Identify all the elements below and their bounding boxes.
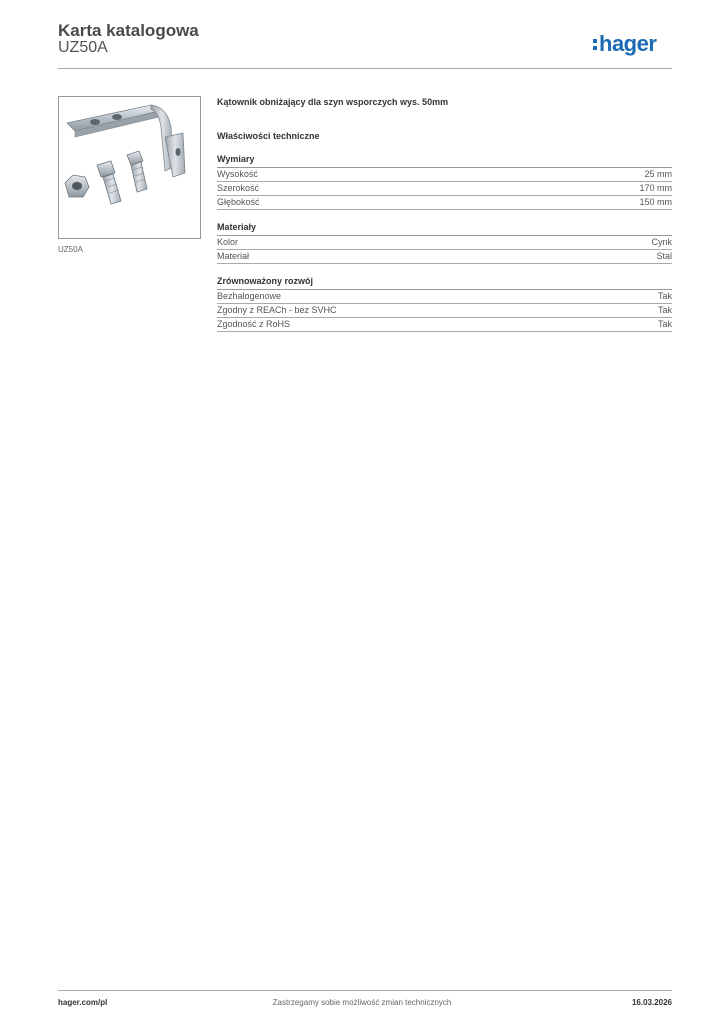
property-row (217, 290, 672, 304)
image-caption: UZ50A (58, 245, 83, 254)
property-label: Szerokość (217, 183, 260, 193)
bracket-with-screws-image (59, 97, 200, 238)
property-row (217, 318, 672, 332)
group-title: Zrównoważony rozwój (217, 276, 672, 290)
group-title: Wymiary (217, 154, 672, 168)
product-name: Kątownik obniżający dla szyn wsporczych wys. 50mm (217, 97, 449, 107)
property-label: Kolor (217, 237, 239, 247)
group-title: Materiały (217, 222, 672, 236)
property-row (217, 304, 672, 318)
property-label: Wysokość (217, 169, 258, 179)
group-dimensions (217, 154, 672, 210)
property-label: Zgodność z RoHS (217, 319, 291, 329)
property-value: 170 mm (639, 183, 672, 193)
footer-disclaimer: Zastrzegamy sobie możliwość zmian technicznych (272, 998, 452, 1007)
svg-text:hager: hager (599, 31, 657, 56)
header-divider (58, 68, 672, 69)
property-value: 25 mm (644, 169, 672, 179)
property-label: Głębokość (217, 197, 260, 207)
page-title: Karta katalogowa (58, 21, 199, 40)
product-details (217, 96, 672, 332)
footer-website-link[interactable]: hager.com/pl (58, 998, 108, 1007)
footer-date: 16.03.2026 (631, 998, 672, 1007)
property-label: Zgodny z REACh - bez SVHC (217, 305, 337, 315)
property-value: Tak (657, 291, 672, 301)
footer-divider (58, 990, 672, 991)
group-materials (217, 222, 672, 264)
property-row (217, 250, 672, 264)
property-row (217, 236, 672, 250)
product-image (58, 96, 201, 239)
property-value: Tak (657, 319, 672, 329)
group-sustainability (217, 276, 672, 332)
property-value: Stal (656, 251, 672, 261)
property-value: Tak (657, 305, 672, 315)
property-label: Materiał (217, 251, 250, 261)
product-code: UZ50A (58, 39, 108, 56)
property-label: Bezhalogenowe (217, 291, 282, 301)
properties-title: Właściwości techniczne (217, 131, 320, 141)
property-row (217, 182, 672, 196)
property-value: 150 mm (639, 197, 672, 207)
property-value: Cynk (651, 237, 672, 247)
property-row (217, 168, 672, 182)
hager-logo (592, 28, 672, 58)
property-row (217, 196, 672, 210)
